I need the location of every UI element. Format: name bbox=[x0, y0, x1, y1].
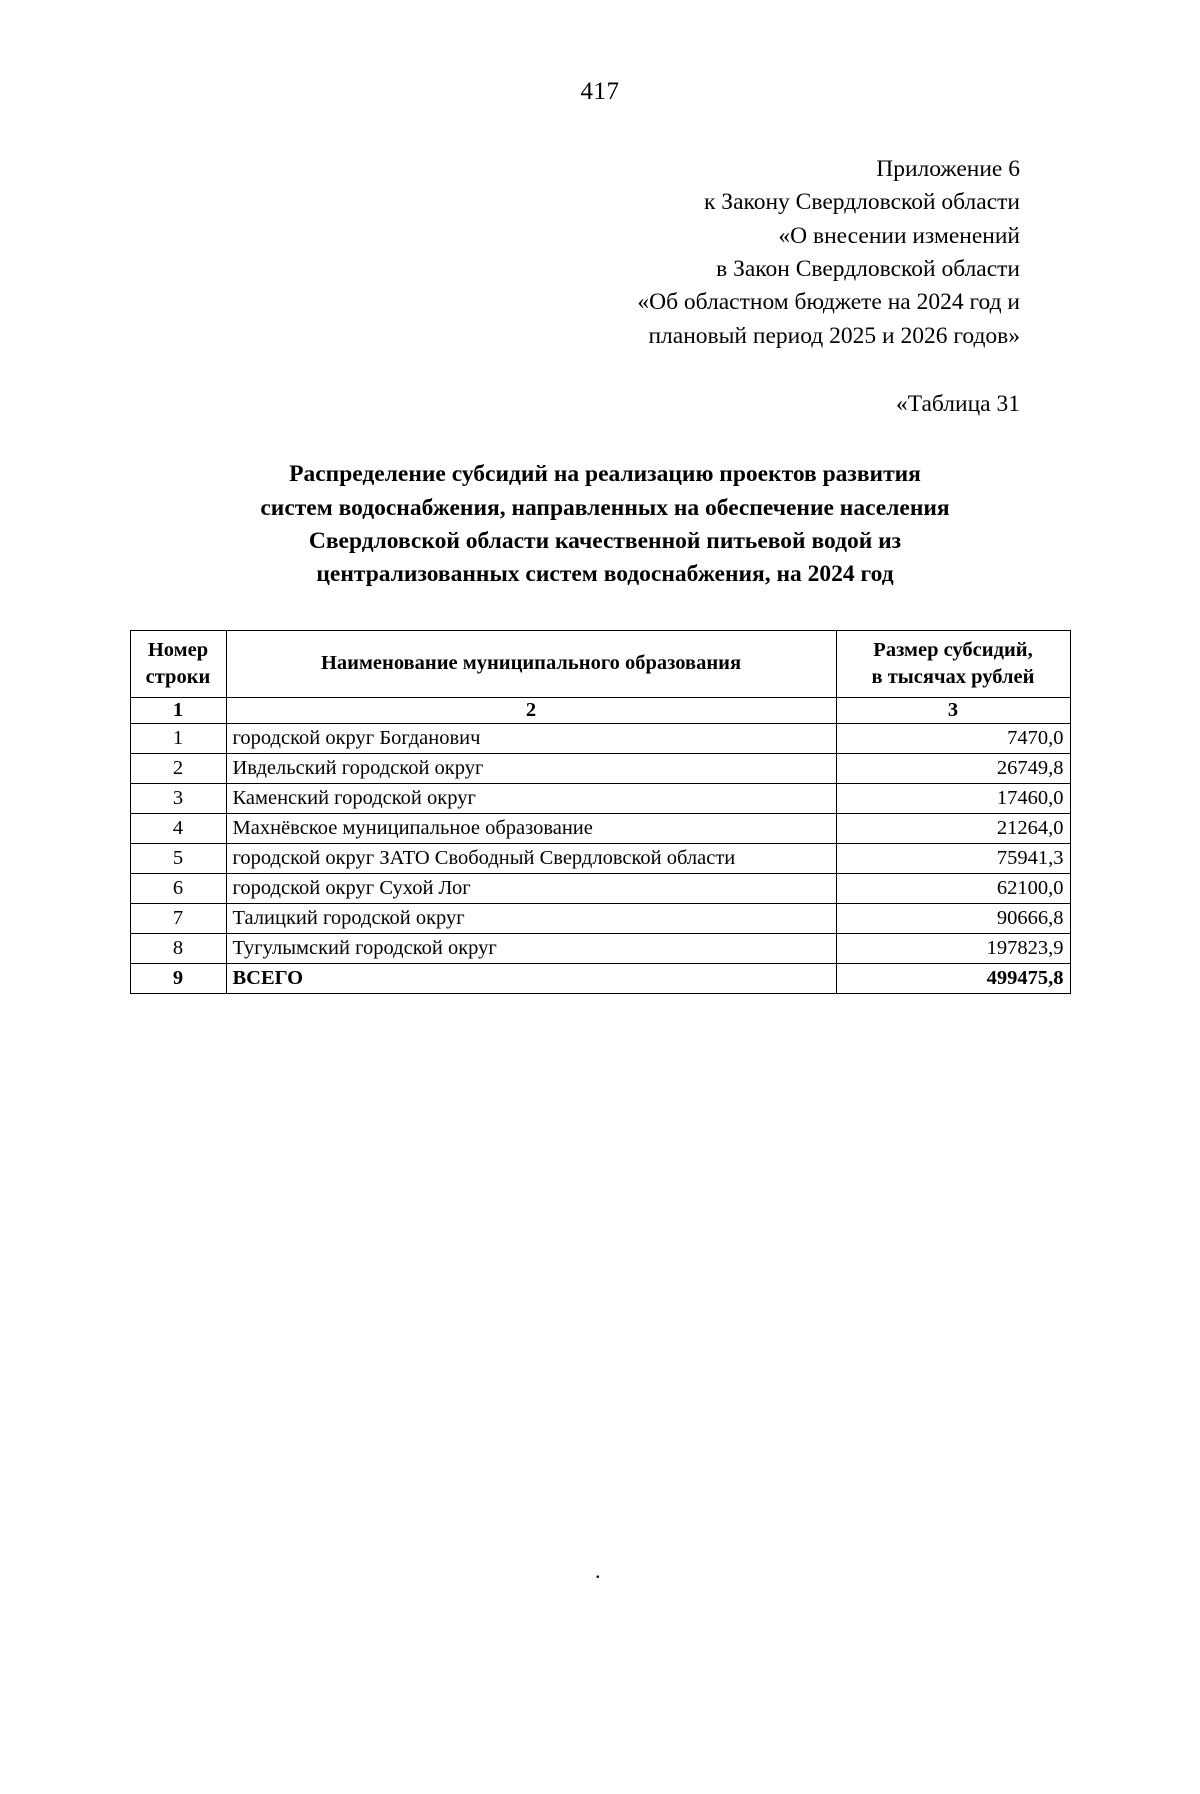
page-title bbox=[0, 458, 1200, 591]
footer-mark: . bbox=[595, 1558, 601, 1583]
row-municipality: городской округ Богданович bbox=[226, 723, 836, 753]
table-row bbox=[130, 873, 1070, 903]
row-municipality: Тугулымский городской округ bbox=[226, 933, 836, 963]
row-number: 5 bbox=[130, 843, 226, 873]
appendix-line-4: в Закон Свердловской области bbox=[716, 256, 1020, 283]
total-row-number: 9 bbox=[130, 963, 226, 993]
row-municipality: городской округ ЗАТО Свободный Свердловской области bbox=[226, 843, 836, 873]
total-row-label: ВСЕГО bbox=[226, 963, 836, 993]
row-subsidy: 62100,0 bbox=[836, 873, 1070, 903]
row-subsidy: 21264,0 bbox=[836, 813, 1070, 843]
header-row-number bbox=[130, 630, 226, 697]
row-number: 7 bbox=[130, 903, 226, 933]
table-header-row bbox=[130, 630, 1070, 697]
document-page bbox=[0, 78, 1200, 1794]
subsidy-distribution-table bbox=[130, 630, 1071, 994]
header-municipality: Наименование муниципального образования bbox=[226, 630, 836, 697]
row-subsidy: 17460,0 bbox=[836, 783, 1070, 813]
table-row bbox=[130, 903, 1070, 933]
row-number: 1 bbox=[130, 723, 226, 753]
column-number-2: 2 bbox=[226, 697, 836, 723]
table-row bbox=[130, 723, 1070, 753]
table-row bbox=[130, 783, 1070, 813]
row-number: 8 bbox=[130, 933, 226, 963]
page-title-line-2: систем водоснабжения, направленных на обеспечение населения bbox=[260, 494, 950, 521]
header-row-number-line-1: Номер bbox=[147, 638, 209, 661]
row-municipality: Талицкий городской округ bbox=[226, 903, 836, 933]
row-number: 2 bbox=[130, 753, 226, 783]
table-row bbox=[130, 813, 1070, 843]
appendix-line-2: к Закону Свердловской области bbox=[704, 189, 1020, 216]
header-row-number-line-2: строки bbox=[145, 665, 211, 688]
row-municipality: Каменский городской округ bbox=[226, 783, 836, 813]
appendix-line-3: «О внесении изменений bbox=[778, 222, 1020, 249]
row-number: 6 bbox=[130, 873, 226, 903]
table-row bbox=[130, 843, 1070, 873]
row-subsidy: 7470,0 bbox=[836, 723, 1070, 753]
header-subsidy-line-1: Размер субсидий, bbox=[873, 638, 1033, 661]
table-column-numbering-row bbox=[130, 697, 1070, 723]
table-row bbox=[130, 753, 1070, 783]
header-subsidy-line-2: в тысячах рублей bbox=[871, 665, 1035, 688]
row-municipality: городской округ Сухой Лог bbox=[226, 873, 836, 903]
column-number-1: 1 bbox=[130, 697, 226, 723]
page-number: 417 bbox=[580, 78, 620, 105]
row-municipality: Махнёвское муниципальное образование bbox=[226, 813, 836, 843]
table-row bbox=[130, 933, 1070, 963]
row-subsidy: 26749,8 bbox=[836, 753, 1070, 783]
page-title-line-4: централизованных систем водоснабжения, на 2024 год bbox=[316, 561, 894, 588]
table-total-row bbox=[130, 963, 1070, 993]
row-number: 3 bbox=[130, 783, 226, 813]
row-subsidy: 90666,8 bbox=[836, 903, 1070, 933]
row-subsidy: 197823,9 bbox=[836, 933, 1070, 963]
appendix-line-1: Приложение 6 bbox=[876, 156, 1020, 182]
appendix-reference bbox=[0, 153, 1200, 353]
column-number-3: 3 bbox=[836, 697, 1070, 723]
page-title-line-3: Свердловской области качественной питьевой водой из bbox=[308, 527, 902, 554]
appendix-line-5: «Об областном бюджете на 2024 год и bbox=[637, 289, 1020, 316]
table-label: «Таблица 31 bbox=[895, 391, 1020, 418]
row-municipality: Ивдельский городской округ bbox=[226, 753, 836, 783]
appendix-line-6: плановый период 2025 и 2026 годов» bbox=[648, 322, 1020, 349]
row-number: 4 bbox=[130, 813, 226, 843]
header-subsidy bbox=[836, 630, 1070, 697]
page-title-line-1: Распределение субсидий на реализацию проектов развития bbox=[289, 461, 921, 488]
total-row-subsidy: 499475,8 bbox=[836, 963, 1070, 993]
row-subsidy: 75941,3 bbox=[836, 843, 1070, 873]
